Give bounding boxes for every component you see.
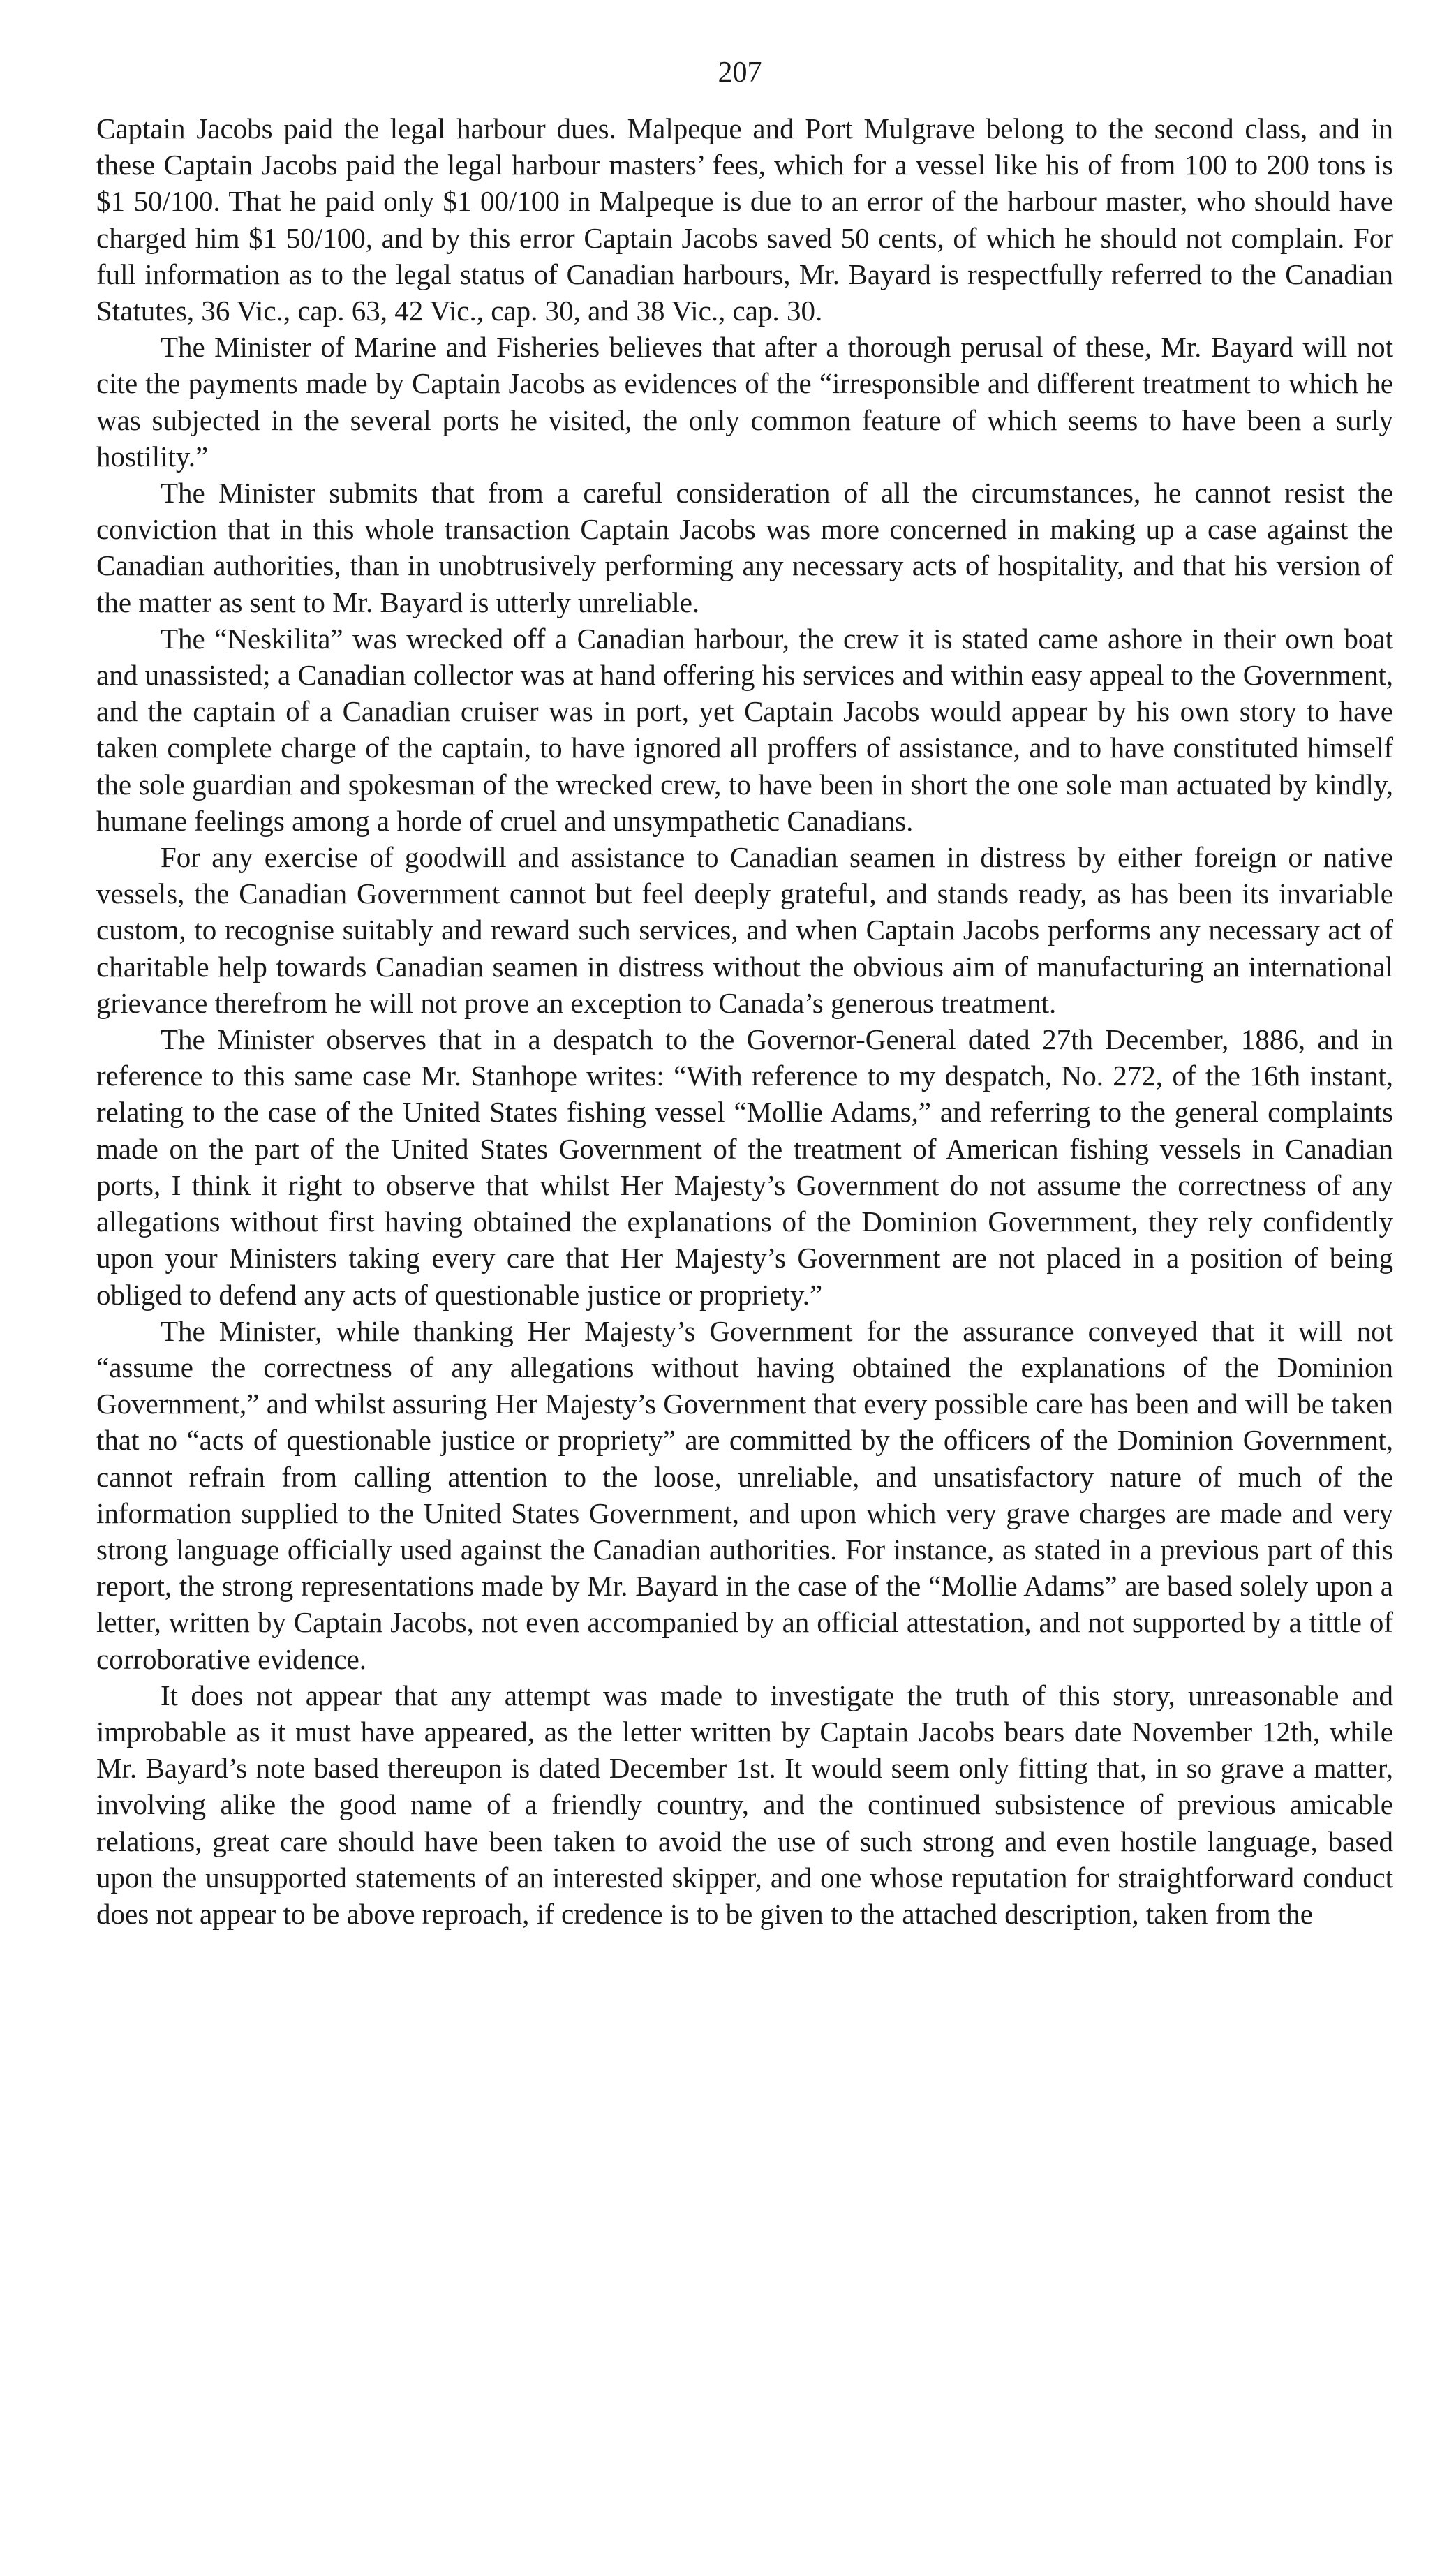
paragraph-minister-believes: The Minister of Marine and Fisheries believes that after a thorough perusal of these, Mr. Bayard will not cite the payments made by Captain Jacobs as evidences of the “irresponsible and different treatment to which he was subjected in the several ports he visited, the only common feature of which seems to have been a surly hostility.” [96,331,1393,473]
paragraph-no-investigation: It does not appear that any attempt was made to investigate the truth of this story, unreasonable and improbable as it must have appeared, as the letter written by Captain Jacobs bears date November 12th, while Mr. Bayard’s note based thereupon is dated December 1st. It would seem only fitting that, in so grave a matter, involving alike the good name of a friendly country, and the continued subsistence of previous amicable relations, great care should have been taken to avoid the use of such strong and even hostile language, based upon the unsupported statements of an interested skipper, and one whose reputation for straightforward conduct does not appear to be above reproach, if credence is to be given to the attached description, taken from the [96,1679,1393,1930]
paragraph-minister-thanking: The Minister, while thanking Her Majesty’s Government for the assurance conveyed that it will not “assume the correctness of any allegations without having obtained the explanations of the Dominion Government,” and whilst assuring Her Majesty’s Government that every possible care has been and will be taken that no “acts of questionable justice or propriety” are committed by the officers of the Dominion Government, cannot refrain from calling attention to the loose, unreliable, and unsatisfactory nature of much of the information supplied to the United States Government, and upon which very grave charges are made and very strong language officially used against the Canadian authorities. For instance, as stated in a previous part of this report, the strong representations made by Mr. Bayard in the case of the “Mollie Adams” are based solely upon a letter, written by Captain Jacobs, not even accompanied by an official attestation, and not supported by a tittle of corroborative evidence. [96,1314,1393,1675]
paragraph-minister-submits: The Minister submits that from a careful consideration of all the circumstances, he cannot resist the conviction that in this whole transaction Captain Jacobs was more concerned in making up a case against the Canadian authorities, than in unobtrusively performing any necessary acts of hospitality, and that his version of the matter as sent to Mr. Bayard is utterly unreliable. [96,477,1393,618]
page-number: 207 [718,57,762,89]
body-text [96,110,1393,1932]
paragraph-harbour-dues: Captain Jacobs paid the legal harbour dues. Malpeque and Port Mulgrave belong to the second class, and in these Captain Jacobs paid the legal harbour masters’ fees, which for a vessel like his of from 100 to 200 tons is $1 50/100. That he paid only $1 00/100 in Malpeque is due to an error of the harbour master, who should have charged him $1 50/100, and by this error Captain Jacobs saved 50 cents, of which he should not complain. For full information as to the legal status of Canadian harbours, Mr. Bayard is respectfully referred to the Canadian Statutes, 36 Vic., cap. 63, 42 Vic., cap. 30, and 38 Vic., cap. 30. [96,112,1393,327]
paragraph-stanhope-despatch: The Minister observes that in a despatch to the Governor-General dated 27th December, 1886, and in reference to this same case Mr. Stanhope writes: “With reference to my despatch, No. 272, of the 16th instant, relating to the case of the United States fishing vessel “Mollie Adams,” and referring to the general complaints made on the part of the United States Government of the treatment of American fishing vessels in Canadian ports, I think it right to observe that whilst Her Majesty’s Government do not assume the correctness of any allegations without first having obtained the explanations of the Dominion Government, they rely confidently upon your Ministers taking every care that Her Majesty’s Government are not placed in a position of being obliged to defend any acts of questionable justice or propriety.” [96,1023,1393,1311]
paragraph-goodwill-assistance: For any exercise of goodwill and assistance to Canadian seamen in distress by either foreign or native vessels, the Canadian Government cannot but feel deeply grateful, and stands ready, as has been its invariable custom, to recognise suitably and reward such services, and when Captain Jacobs performs any necessary act of charitable help towards Canadian seamen in distress without the obvious aim of manufacturing an international grievance therefrom he will not prove an exception to Canada’s generous treatment. [96,841,1393,1019]
paragraph-neskilita-wreck: The “Neskilita” was wrecked off a Canadian harbour, the crew it is stated came ashore in their own boat and unassisted; a Canadian collector was at hand offering his services and within easy appeal to the Government, and the captain of a Canadian cruiser was in port, yet Captain Jacobs would appear by his own story to have taken complete charge of the captain, to have ignored all proffers of assistance, and to have constituted himself the sole guardian and spokesman of the wrecked crew, to have been in short the one sole man actuated by kindly, humane feelings among a horde of cruel and unsympathetic Canadians. [96,622,1393,837]
